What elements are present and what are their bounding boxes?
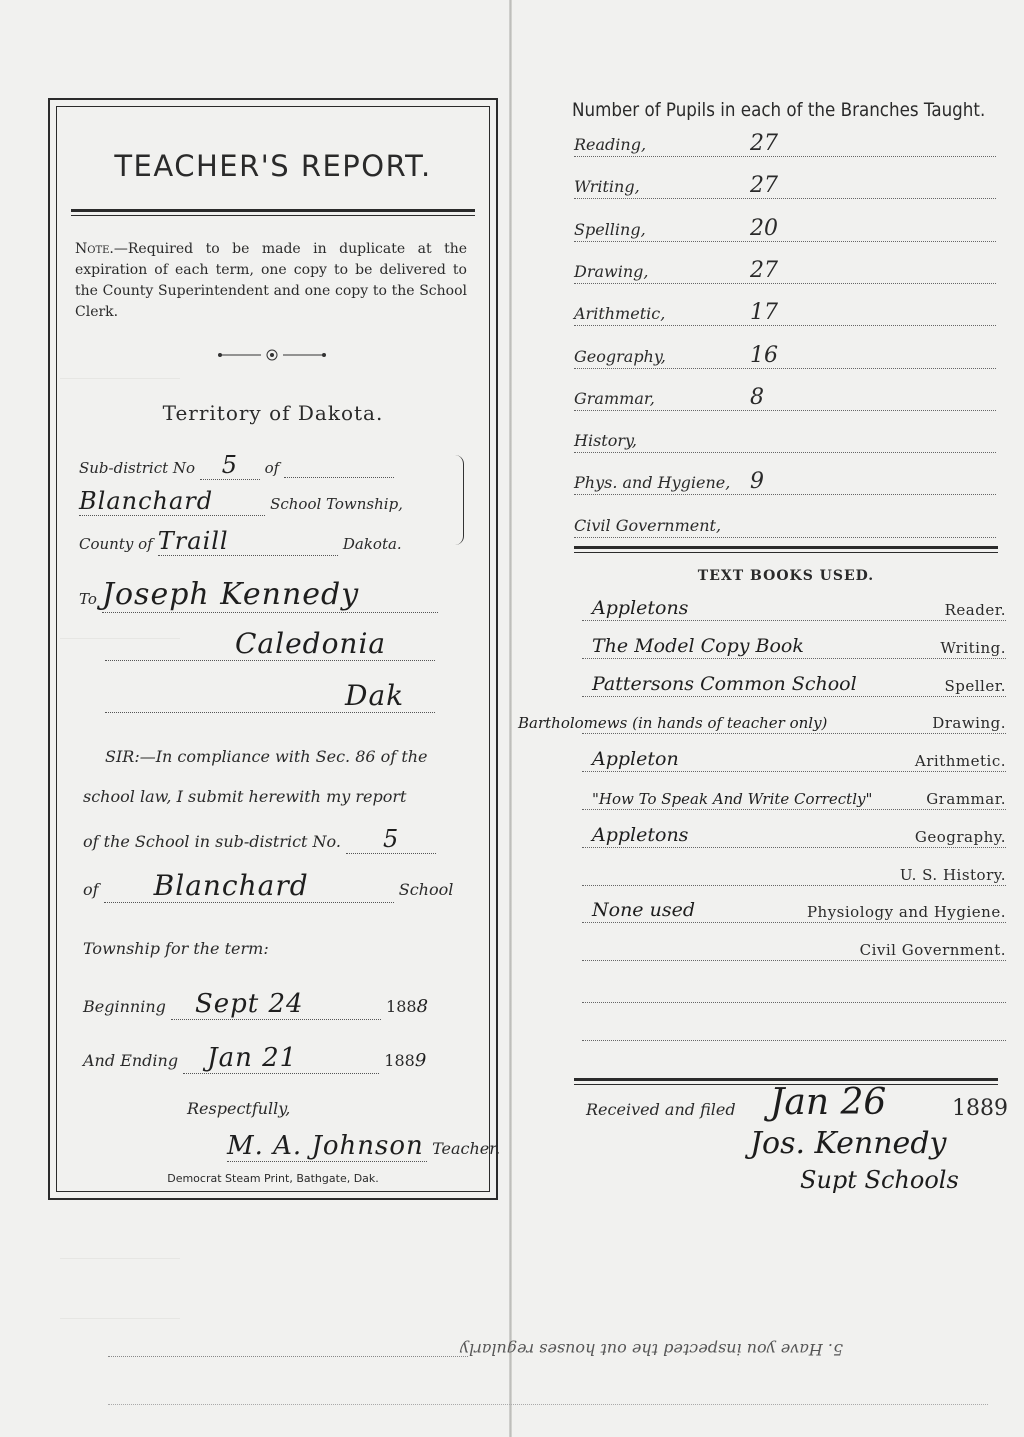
branch-label: History, <box>574 431 637 451</box>
branch-label: Spelling, <box>574 219 646 239</box>
textbook-row <box>582 594 1006 621</box>
to-state-line <box>105 679 435 713</box>
branch-count: 8 <box>750 384 764 410</box>
township-value: Blanchard <box>79 487 214 515</box>
textbook-name: Appletons <box>592 597 689 619</box>
ending-field <box>183 1043 379 1074</box>
superintendent-signature: Jos. Kennedy <box>750 1126 947 1161</box>
textbook-subject: Speller. <box>940 677 1006 695</box>
beginning-year-hand: 8 <box>416 996 430 1017</box>
beginning-line <box>83 989 429 1020</box>
received-date: Jan 26 <box>770 1082 887 1123</box>
textbook-subject: Grammar. <box>922 790 1006 808</box>
textbook-row <box>582 934 1006 961</box>
textbook-row <box>582 632 1006 659</box>
textbook-subject: Geography. <box>911 828 1006 846</box>
branch-label: Geography, <box>574 346 666 366</box>
subdistrict-line <box>79 451 394 480</box>
subdistrict-field <box>200 451 260 480</box>
received-year: 1889 <box>952 1096 1008 1121</box>
textbook-subject: Drawing. <box>928 714 1006 732</box>
bleed-line <box>60 1240 180 1259</box>
sir-subdistrict-field <box>346 825 436 854</box>
territory-heading: Territory of Dakota. <box>162 401 384 425</box>
branch-count: 27 <box>750 257 778 283</box>
textbook-row <box>582 745 1006 772</box>
to-line <box>79 577 438 613</box>
textbook-row <box>582 670 1006 697</box>
school-township-value: Blanchard <box>153 869 309 902</box>
textbook-subject: Arithmetic. <box>911 752 1006 770</box>
teacher-report-panel <box>48 98 501 1200</box>
address-bracket <box>455 455 464 545</box>
branch-label: Civil Government, <box>574 515 722 535</box>
branch-row <box>574 259 996 284</box>
branch-row <box>574 513 996 538</box>
report-title: TEACHER'S REPORT. <box>114 149 432 183</box>
textbook-name: None used <box>592 899 695 922</box>
beginning-label: Beginning <box>83 997 166 1016</box>
ending-value: Jan 21 <box>207 1043 298 1073</box>
textbook-row <box>582 821 1006 848</box>
textbook-subject: Civil Government. <box>856 941 1006 959</box>
textbook-subject: Writing. <box>936 639 1006 657</box>
back-page-question: 5. Have you inspected the out houses regularly <box>460 1340 844 1359</box>
county-field <box>158 527 338 556</box>
textbook-name: Bartholomews (in hands of teacher only) <box>518 714 828 733</box>
sir-subdistrict-value: 5 <box>382 825 400 853</box>
branch-label: Drawing, <box>574 261 649 281</box>
branch-label: Phys. and Hygiene, <box>574 473 731 493</box>
textbooks-title: TEXT BOOKS USED. <box>697 568 875 584</box>
printer-credit: Democrat Steam Print, Bathgate, Dak. <box>167 1172 379 1185</box>
received-label: Received and filed <box>586 1100 736 1119</box>
to-label: To <box>79 590 97 608</box>
sir-line-3 <box>83 825 436 854</box>
branch-count: 27 <box>750 131 778 156</box>
sir-line-3-text: of the School in sub-district No. <box>83 832 341 851</box>
panel-inner-border <box>56 106 501 1192</box>
branch-row <box>574 217 996 242</box>
textbook-row <box>582 783 1006 810</box>
textbook-subject: Reader. <box>941 601 1006 619</box>
state-label: Dakota. <box>342 535 402 553</box>
branch-row <box>574 301 996 326</box>
branch-count: 9 <box>750 469 764 495</box>
school-township-line <box>83 869 453 903</box>
textbook-blank-line <box>582 1014 1006 1041</box>
ornament-divider <box>217 349 327 361</box>
ending-line <box>83 1043 427 1074</box>
sir-line-2: school law, I submit herewith my report <box>83 787 407 806</box>
branches-title: Number of Pupils in each of the Branches Taught. <box>572 99 986 121</box>
branch-label: Arithmetic, <box>574 304 666 324</box>
subdistrict-label: Sub-district No <box>79 459 196 477</box>
to-name-field <box>102 577 438 613</box>
title-rule <box>71 209 475 216</box>
note-paragraph <box>75 239 467 323</box>
textbook-blank-line <box>582 976 1006 1003</box>
teacher-signature: M. A. Johnson <box>227 1131 424 1161</box>
county-value: Traill <box>157 527 229 555</box>
township-line <box>79 487 403 516</box>
ending-year-hand: 9 <box>414 1050 428 1071</box>
to-city-field <box>105 627 435 661</box>
to-state-field <box>105 679 435 713</box>
branch-row <box>574 344 996 369</box>
township-label: School Township, <box>270 495 403 513</box>
ending-year: 188 <box>384 1051 415 1070</box>
county-line <box>79 527 402 556</box>
sir-line-1: SIR:—In compliance with Sec. 86 of the <box>105 747 428 766</box>
branch-label: Reading, <box>574 135 647 154</box>
branch-label: Grammar, <box>574 388 655 408</box>
term-label: Township for the term: <box>83 939 269 958</box>
textbook-subject: Physiology and Hygiene. <box>803 903 1006 921</box>
to-city-value: Caledonia <box>235 627 387 660</box>
county-label: County of <box>79 535 153 553</box>
textbook-subject: U. S. History. <box>896 866 1006 884</box>
textbook-row <box>582 859 1006 886</box>
teacher-signature-line <box>227 1131 500 1162</box>
branch-row <box>574 428 996 453</box>
back-page-rule <box>108 1356 468 1357</box>
teacher-label: Teacher. <box>432 1139 501 1158</box>
textbook-name: The Model Copy Book <box>592 634 804 657</box>
ending-label: And Ending <box>83 1051 179 1070</box>
branch-row <box>574 386 996 411</box>
textbook-row <box>518 707 1006 734</box>
textbook-name: Appleton <box>592 748 679 771</box>
note-label: Note. <box>75 241 114 257</box>
of-school-label: of <box>83 880 99 899</box>
branch-count: 20 <box>750 215 778 241</box>
bleed-line <box>60 1300 180 1319</box>
to-name-value: Joseph Kennedy <box>101 577 360 612</box>
branch-row <box>574 470 996 495</box>
respectfully-label: Respectfully, <box>187 1099 291 1118</box>
of-label: of <box>264 459 280 477</box>
beginning-value: Sept 24 <box>194 989 304 1019</box>
textbook-row <box>582 896 1006 923</box>
page-fold <box>509 0 512 1437</box>
branches-rule <box>574 546 998 553</box>
township-field <box>79 487 265 516</box>
branch-label: Writing, <box>574 177 640 197</box>
to-city-line <box>105 627 435 661</box>
branch-row <box>574 132 996 157</box>
textbook-name: "How To Speak And Write Correctly" <box>592 790 873 808</box>
subdistrict-value: 5 <box>221 451 238 479</box>
branch-count: 16 <box>750 342 778 368</box>
back-page-rule <box>108 1404 988 1405</box>
branch-row <box>574 174 996 199</box>
to-state-value: Dak <box>345 679 405 712</box>
beginning-field <box>171 989 381 1020</box>
beginning-year: 188 <box>386 997 417 1016</box>
school-township-field <box>104 869 394 903</box>
textbook-name: Pattersons Common School <box>592 672 857 695</box>
teacher-signature-field <box>227 1131 427 1162</box>
school-label: School <box>398 880 454 899</box>
branch-count: 17 <box>750 300 778 326</box>
subdistrict-of-field <box>284 459 394 478</box>
textbook-name: Appletons <box>592 823 689 846</box>
superintendent-title: Supt Schools <box>800 1166 959 1194</box>
branch-count: 27 <box>750 173 778 199</box>
note-text: —Required to be made in duplicate at the expiration of each term, one copy to be delivered to the County Superintendent and one copy to the School Clerk. <box>75 241 467 320</box>
